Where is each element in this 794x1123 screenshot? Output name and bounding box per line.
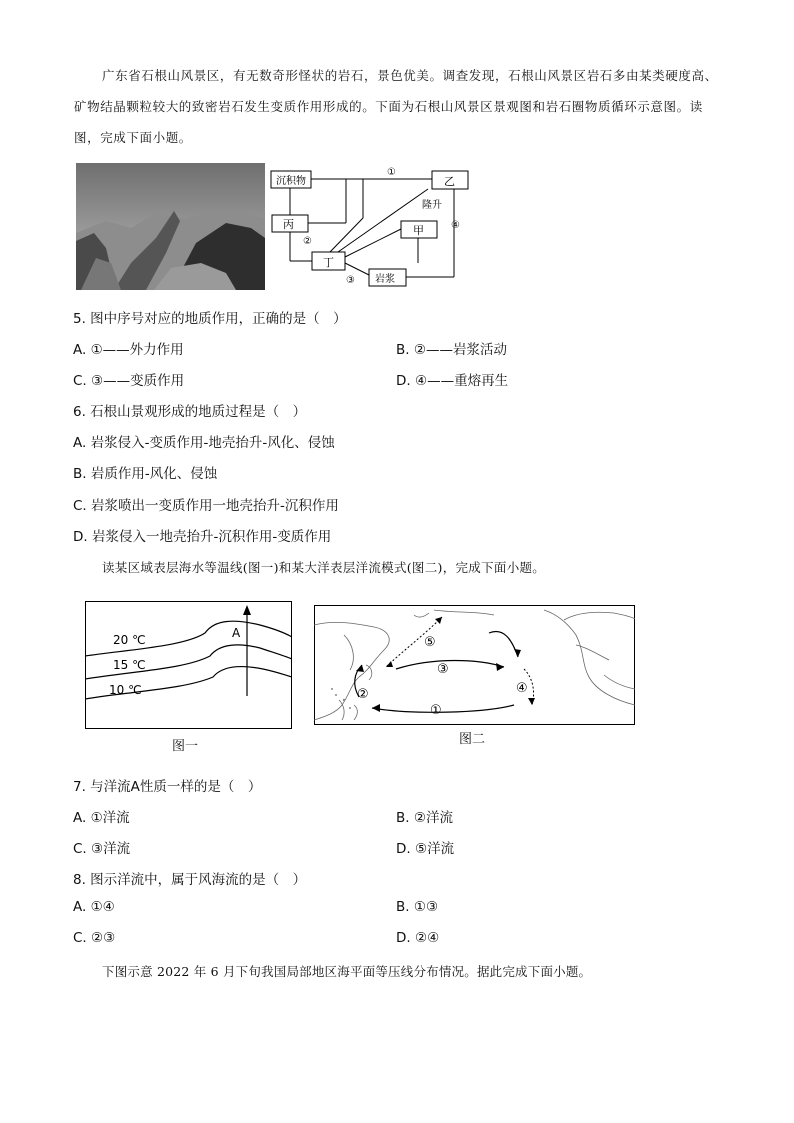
q7-option-a[interactable]: A. ①洋流 bbox=[73, 810, 130, 826]
label-magma: 岩浆 bbox=[375, 274, 395, 285]
label-jia: 甲 bbox=[413, 224, 424, 237]
label-yi: 乙 bbox=[444, 175, 455, 188]
figure-2-current-map bbox=[314, 605, 635, 725]
q7-option-b[interactable]: B. ②洋流 bbox=[396, 810, 453, 826]
q5-option-d[interactable]: D. ④——重熔再生 bbox=[396, 373, 509, 389]
current-label-2: ② bbox=[357, 687, 369, 702]
question-5-stem: 5. 图中序号对应的地质作用，正确的是（ ） bbox=[73, 311, 347, 327]
q6-option-a[interactable]: A. 岩浆侵入-变质作用-地壳抬升-风化、侵蚀 bbox=[73, 435, 335, 451]
label-n4: ④ bbox=[451, 220, 460, 231]
q8-option-b[interactable]: B. ①③ bbox=[396, 899, 439, 915]
q5-option-a[interactable]: A. ①——外力作用 bbox=[73, 342, 184, 358]
label-n1: ① bbox=[387, 167, 396, 178]
label-sediment: 沉积物 bbox=[276, 176, 306, 187]
isotherm-label-15: 15 ℃ bbox=[113, 658, 146, 672]
isotherm-label-10: 10 ℃ bbox=[109, 683, 142, 697]
q8-option-d[interactable]: D. ②④ bbox=[396, 930, 440, 946]
q5-option-c[interactable]: C. ③——变质作用 bbox=[73, 373, 185, 389]
current-label-1: ① bbox=[430, 703, 442, 718]
q8-option-a[interactable]: A. ①④ bbox=[73, 899, 115, 915]
q6-option-b[interactable]: B. 岩质作用-风化、侵蚀 bbox=[73, 466, 218, 482]
q6-option-d[interactable]: D. 岩浆侵入一地壳抬升-沉积作用-变质作用 bbox=[73, 529, 332, 545]
intro-paragraph-3: 下图示意 2022 年 6 月下旬我国局部地区海平面等压线分布情况。据此完成下面小题。 bbox=[102, 964, 592, 979]
figure-2-caption: 图二 bbox=[459, 732, 486, 747]
label-n3: ③ bbox=[346, 275, 355, 286]
q8-option-c[interactable]: C. ②③ bbox=[73, 930, 116, 946]
intro-paragraph-2: 读某区域表层海水等温线(图一)和某大洋表层洋流模式(图二)，完成下面小题。 bbox=[102, 560, 546, 575]
question-6-stem: 6. 石根山景观形成的地质过程是（ ） bbox=[73, 404, 307, 420]
current-label-3: ③ bbox=[437, 662, 449, 677]
rock-cycle-diagram bbox=[268, 163, 483, 293]
q7-option-c[interactable]: C. ③洋流 bbox=[73, 841, 131, 857]
label-bing: 丙 bbox=[283, 218, 294, 231]
question-7-stem: 7. 与洋流A性质一样的是（ ） bbox=[73, 779, 262, 795]
figure-1-caption: 图一 bbox=[172, 739, 199, 754]
label-n2: ② bbox=[303, 236, 312, 247]
label-ding: 丁 bbox=[323, 256, 334, 269]
question-8-stem: 8. 图示洋流中，属于风海流的是（ ） bbox=[73, 872, 307, 888]
current-label-a: A bbox=[232, 626, 241, 640]
isotherm-label-20: 20 ℃ bbox=[113, 633, 146, 647]
current-label-5: ⑤ bbox=[424, 635, 436, 650]
q5-option-b[interactable]: B. ②——岩浆活动 bbox=[396, 342, 507, 358]
current-label-4: ④ bbox=[516, 681, 528, 696]
intro-paragraph-1: 广东省石根山风景区，有无数奇形怪状的岩石，景色优美。调查发现，石根山风景区岩石多由某类硬度高、矿物结晶颗粒较大的致密岩石发生变质作用形成的。下面为石根山风景区景观图和岩石圈物质循环示意图。读图，完成下面小题。 bbox=[74, 68, 718, 145]
figure-1-isotherms bbox=[85, 601, 292, 729]
q7-option-d[interactable]: D. ⑤洋流 bbox=[396, 841, 455, 857]
landscape-photo bbox=[76, 163, 265, 290]
label-uplift: 隆升 bbox=[422, 200, 442, 211]
q6-option-c[interactable]: C. 岩浆喷出一变质作用一地壳抬升-沉积作用 bbox=[73, 498, 339, 514]
